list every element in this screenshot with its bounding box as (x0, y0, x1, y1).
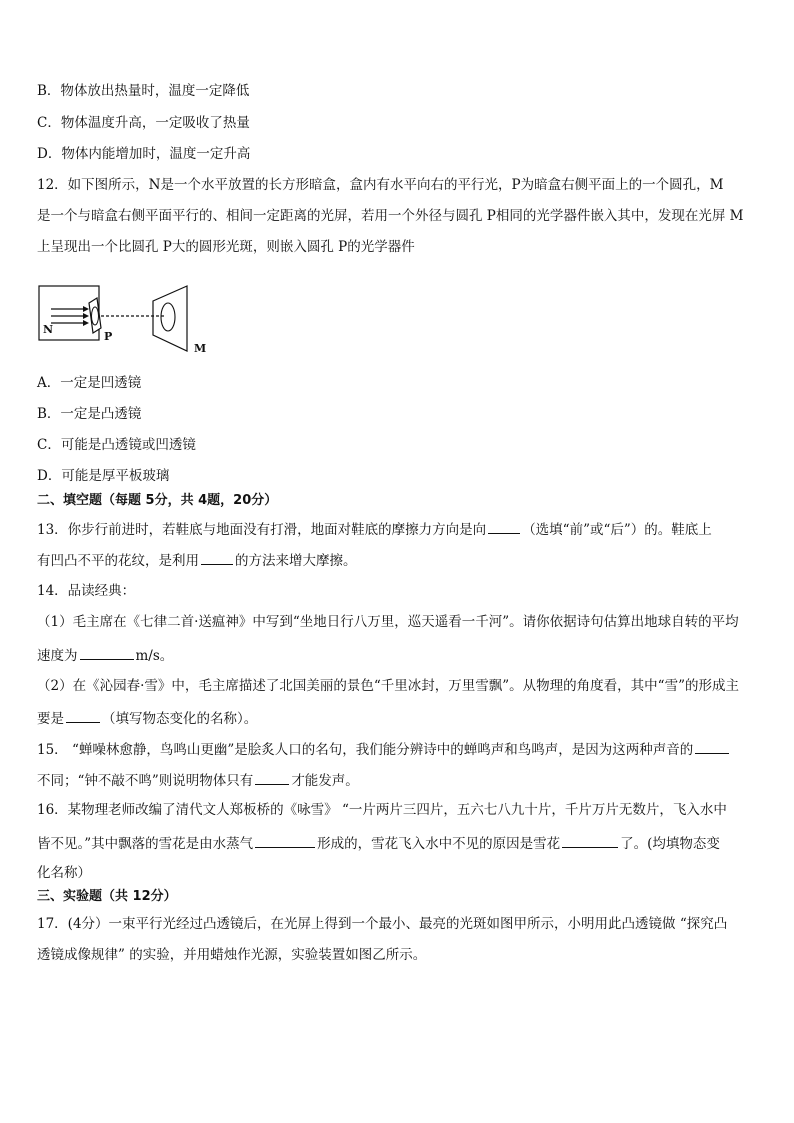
answer-blank[interactable] (488, 519, 520, 534)
line-q12-3: 上呈现出一个比圆孔 P大的圆形光斑，则嵌入圆孔 P的光学器件 (37, 239, 415, 255)
q14-text-4a: 要是 (37, 711, 64, 727)
line-q12-d: D．可能是厚平板玻璃 (37, 468, 170, 484)
line-q12-2: 是一个与暗盒右侧平面平行的、相间一定距离的光屏，若用一个外径与圆孔 P相同的光学器件嵌入其中，发现在光屏 M (37, 208, 744, 224)
answer-blank[interactable] (695, 739, 729, 754)
line-q11-b: B．物体放出热量时，温度一定降低 (37, 83, 250, 99)
answer-blank[interactable] (255, 770, 289, 785)
line-q11-d: D．物体内能增加时，温度一定升高 (37, 146, 251, 162)
label-n: N (43, 323, 54, 336)
q15-text-2a: 不同；“钟不敲不鸣”则说明物体只有 (37, 773, 254, 789)
line-q16-3: 化名称） (37, 865, 91, 881)
q16-text-2a: 皆不见。”其中飘落的雪花是由水蒸气 (37, 836, 254, 852)
section-heading-fill-in: 二、填空题（每题 5分，共 4题，20分） (37, 493, 278, 508)
line-q17-2: 透镜成像规律” 的实验，并用蜡烛作光源，实验装置如图乙所示。 (37, 947, 427, 963)
light-spot (161, 303, 175, 331)
q14-text-2b: m/s。 (135, 648, 174, 664)
line-q13-1 (37, 519, 766, 539)
q13-text-1a: 13．你步行前进时，若鞋底与地面没有打滑，地面对鞋底的摩擦力方向是向 (37, 522, 487, 538)
label-m: M (194, 342, 207, 355)
line-q14: 14．品读经典： (37, 583, 136, 599)
line-q17-1: 17．(4分）一束平行光经过凸透镜后，在光屏上得到一个最小、最亮的光斑如图甲所示，小明用此凸透镜做 “探究凸 (37, 916, 728, 932)
line-q16-2 (37, 833, 766, 853)
q14-text-4b: （填写物态变化的名称）。 (102, 711, 258, 727)
q16-text-2c: 了。(均填物态变 (620, 836, 720, 852)
line-q16-1: 16．某物理老师改编了清代文人郑板桥的《咏雪》 “一片两片三四片，五六七八九十片，千片万片无数片，飞入水中 (37, 802, 727, 818)
line-q12-b: B．一定是凸透镜 (37, 406, 142, 422)
q15-text-2b: 才能发声。 (291, 773, 359, 789)
line-q15-2 (37, 770, 766, 790)
q13-text-2a: 有凹凸不平的花纹，是利用 (37, 553, 199, 569)
answer-blank[interactable] (80, 645, 134, 660)
answer-blank[interactable] (66, 708, 100, 723)
line-q12-a: A．一定是凹透镜 (37, 375, 142, 391)
section-heading-experiment: 三、实验题（共 12分） (37, 889, 177, 904)
line-q11-c: C．物体温度升高，一定吸收了热量 (37, 115, 250, 131)
q14-text-2a: 速度为 (37, 648, 78, 664)
line-q13-2 (37, 550, 766, 570)
answer-blank[interactable] (562, 833, 618, 848)
line-q14-3: （2）在《沁园春·雪》中，毛主席描述了北国美丽的景色“千里冰封，万里雪飘”。从物理的角度看，其中“雪”的形成主 (37, 678, 739, 694)
screen-m (153, 286, 187, 351)
line-q12-1: 12．如下图所示，N是一个水平放置的长方形暗盒，盒内有水平向右的平行光，P为暗盒右侧平面上的一个圆孔，M (37, 177, 724, 193)
q13-text-1b: （选填“前”或“后”）的。鞋底上 (522, 522, 712, 538)
q13-text-2b: 的方法来增大摩擦。 (235, 553, 357, 569)
answer-blank[interactable] (201, 550, 233, 565)
arrow-head-icon (83, 306, 89, 312)
arrow-head-icon (83, 320, 89, 326)
line-q14-4 (37, 708, 766, 728)
line-q15-1 (37, 739, 766, 759)
line-q14-2 (37, 645, 766, 665)
answer-blank[interactable] (255, 833, 315, 848)
line-q14-1: （1）毛主席在《七律二首·送瘟神》中写到“坐地日行八万里，巡天遥看一千河”。请你依据诗句估算出地球自转的平均 (37, 614, 739, 630)
label-p: P (104, 330, 113, 343)
arrow-head-icon (83, 313, 89, 319)
line-q12-c: C．可能是凸透镜或凹透镜 (37, 437, 196, 453)
optics-diagram (37, 283, 227, 363)
q16-text-2b: 形成的，雪花飞入水中不见的原因是雪花 (317, 836, 561, 852)
q15-text-1a: 15． “蝉噪林愈静，鸟鸣山更幽”是脍炙人口的名句，我们能分辨诗中的蝉鸣声和鸟鸣声，是因为这两种声音的 (37, 742, 694, 758)
